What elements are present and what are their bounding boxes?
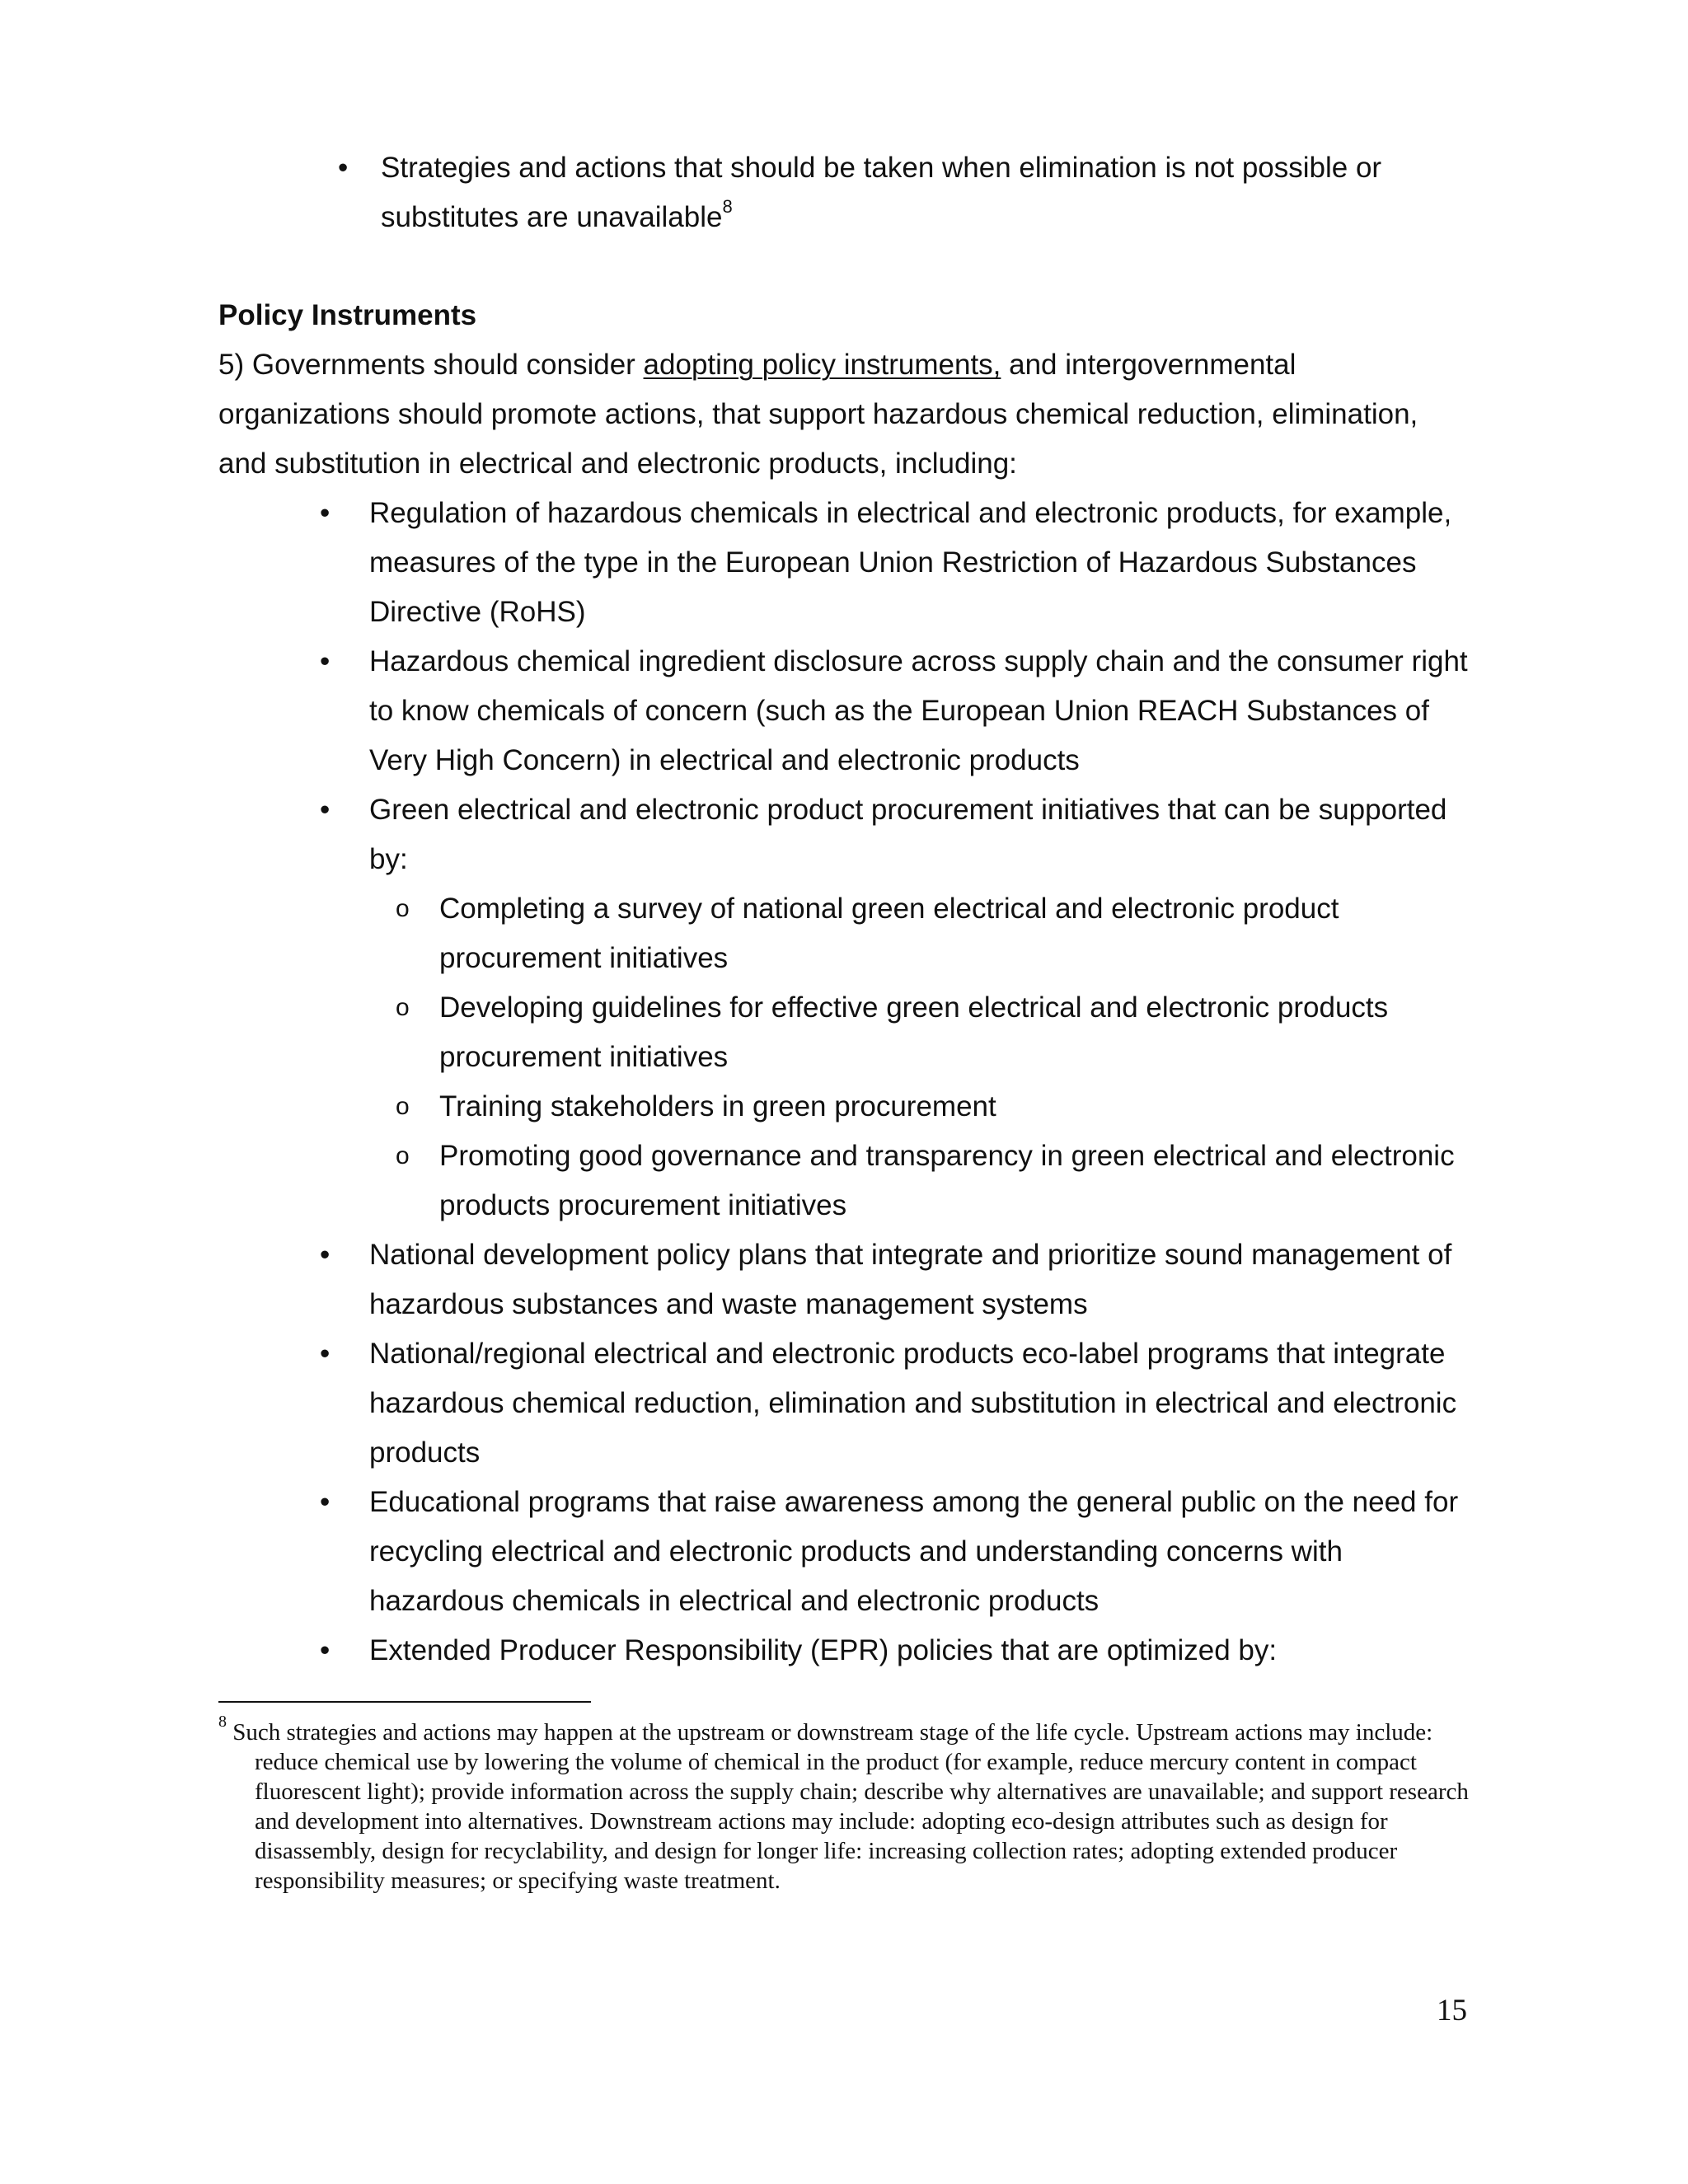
list-item: • Hazardous chemical ingredient disclosure across supply chain and the consumer right to know chemicals of concern (such as the European Union REACH Substances of Very High Concern) in electrical and electronic products — [318, 637, 1472, 785]
list-item: • National/regional electrical and electronic products eco-label programs that integrate hazardous chemical reduction, elimination and substitution in electrical and electronic products — [318, 1329, 1472, 1478]
bullet-dot: • — [320, 1486, 331, 1518]
footnote-number: 8 — [218, 1713, 227, 1732]
bullet-dot: • — [338, 152, 349, 184]
footnote-ref[interactable]: 8 — [722, 196, 733, 218]
list-item: • Educational programs that raise awareness among the general public on the need for recycling electrical and electronic products and understanding concerns with hazardous chemicals in electrical and electronic products — [318, 1478, 1472, 1626]
intro-paragraph: 5) Governments should consider adopting policy instruments, and intergovernmental organizations should promote actions, that support hazardous chemical reduction, elimination, and substitution in electrical and electronic products, including: — [218, 349, 1418, 480]
bullet-dot: • — [320, 794, 331, 826]
bullet-dot: • — [320, 497, 331, 529]
page-number: 15 — [1437, 1994, 1467, 2027]
sub-list-item: o Promoting good governance and transparency in green electrical and electronic products procurement initiatives — [369, 1132, 1472, 1230]
sub-list-item: o Developing guidelines for effective green electrical and electronic products procurement initiatives — [369, 983, 1472, 1082]
circle-bullet: o — [396, 1093, 410, 1120]
list-item: • National development policy plans that integrate and prioritize sound management of hazardous substances and waste management systems — [318, 1230, 1472, 1329]
circle-bullet: o — [396, 895, 410, 922]
policy-bullet-list — [318, 489, 1472, 1675]
bullet-dot: • — [320, 645, 331, 677]
footnote-divider — [218, 1701, 591, 1703]
procurement-sub-list — [369, 884, 1472, 1230]
bullet-dot: • — [320, 1239, 331, 1271]
bullet-dot: • — [320, 1338, 331, 1370]
bullet-dot: • — [320, 1634, 331, 1666]
list-item: • Green electrical and electronic product procurement initiatives that can be supported by: o Completing a survey of national green electrical and electronic product procurement initiatives o Developing guidelines for effective green electrical and electronic products procurement initiatives o Training stakeholders in green procurement o Promoting good governance and transparency in green electrical and electronic products procurement initiatives — [318, 785, 1472, 1230]
top-bullet-item — [338, 143, 1475, 242]
circle-bullet: o — [396, 1142, 410, 1169]
circle-bullet: o — [396, 994, 410, 1021]
adopting-policy-instruments-link[interactable]: adopting policy instruments, — [643, 349, 1001, 381]
sub-list-item: o Training stakeholders in green procurement — [369, 1082, 1472, 1132]
top-bullet-text: Strategies and actions that should be taken when elimination is not possible or substitutes are unavailable$^8$ — [381, 152, 1382, 233]
list-item: • Regulation of hazardous chemicals in electrical and electronic products, for example, measures of the type in the European Union Restriction of Hazardous Substances Directive (RoHS) — [318, 489, 1472, 637]
list-item: • Extended Producer Responsibility (EPR) policies that are optimized by: — [318, 1626, 1472, 1675]
footnote: $^8$ Such strategies and actions may happen at the upstream or downstream stage of the life cycle. Upstream actions may include: reduce chemical use by lowering the volume of chemical in the product (for example, reduce mercury content in compact fluorescent light); provide information across the supply chain; describe why alternatives are unavailable; and support research and development into alternatives. Downstream actions may include: adopting eco-design attributes such as design for disassembly, design for recyclability, and design for longer life: increasing collection rates; adopting extended producer responsibility measures; or specifying waste treatment. — [218, 1713, 1469, 1894]
sub-list-item: o Completing a survey of national green electrical and electronic product procurement initiatives — [369, 884, 1472, 983]
section-heading: Policy Instruments — [218, 299, 477, 331]
